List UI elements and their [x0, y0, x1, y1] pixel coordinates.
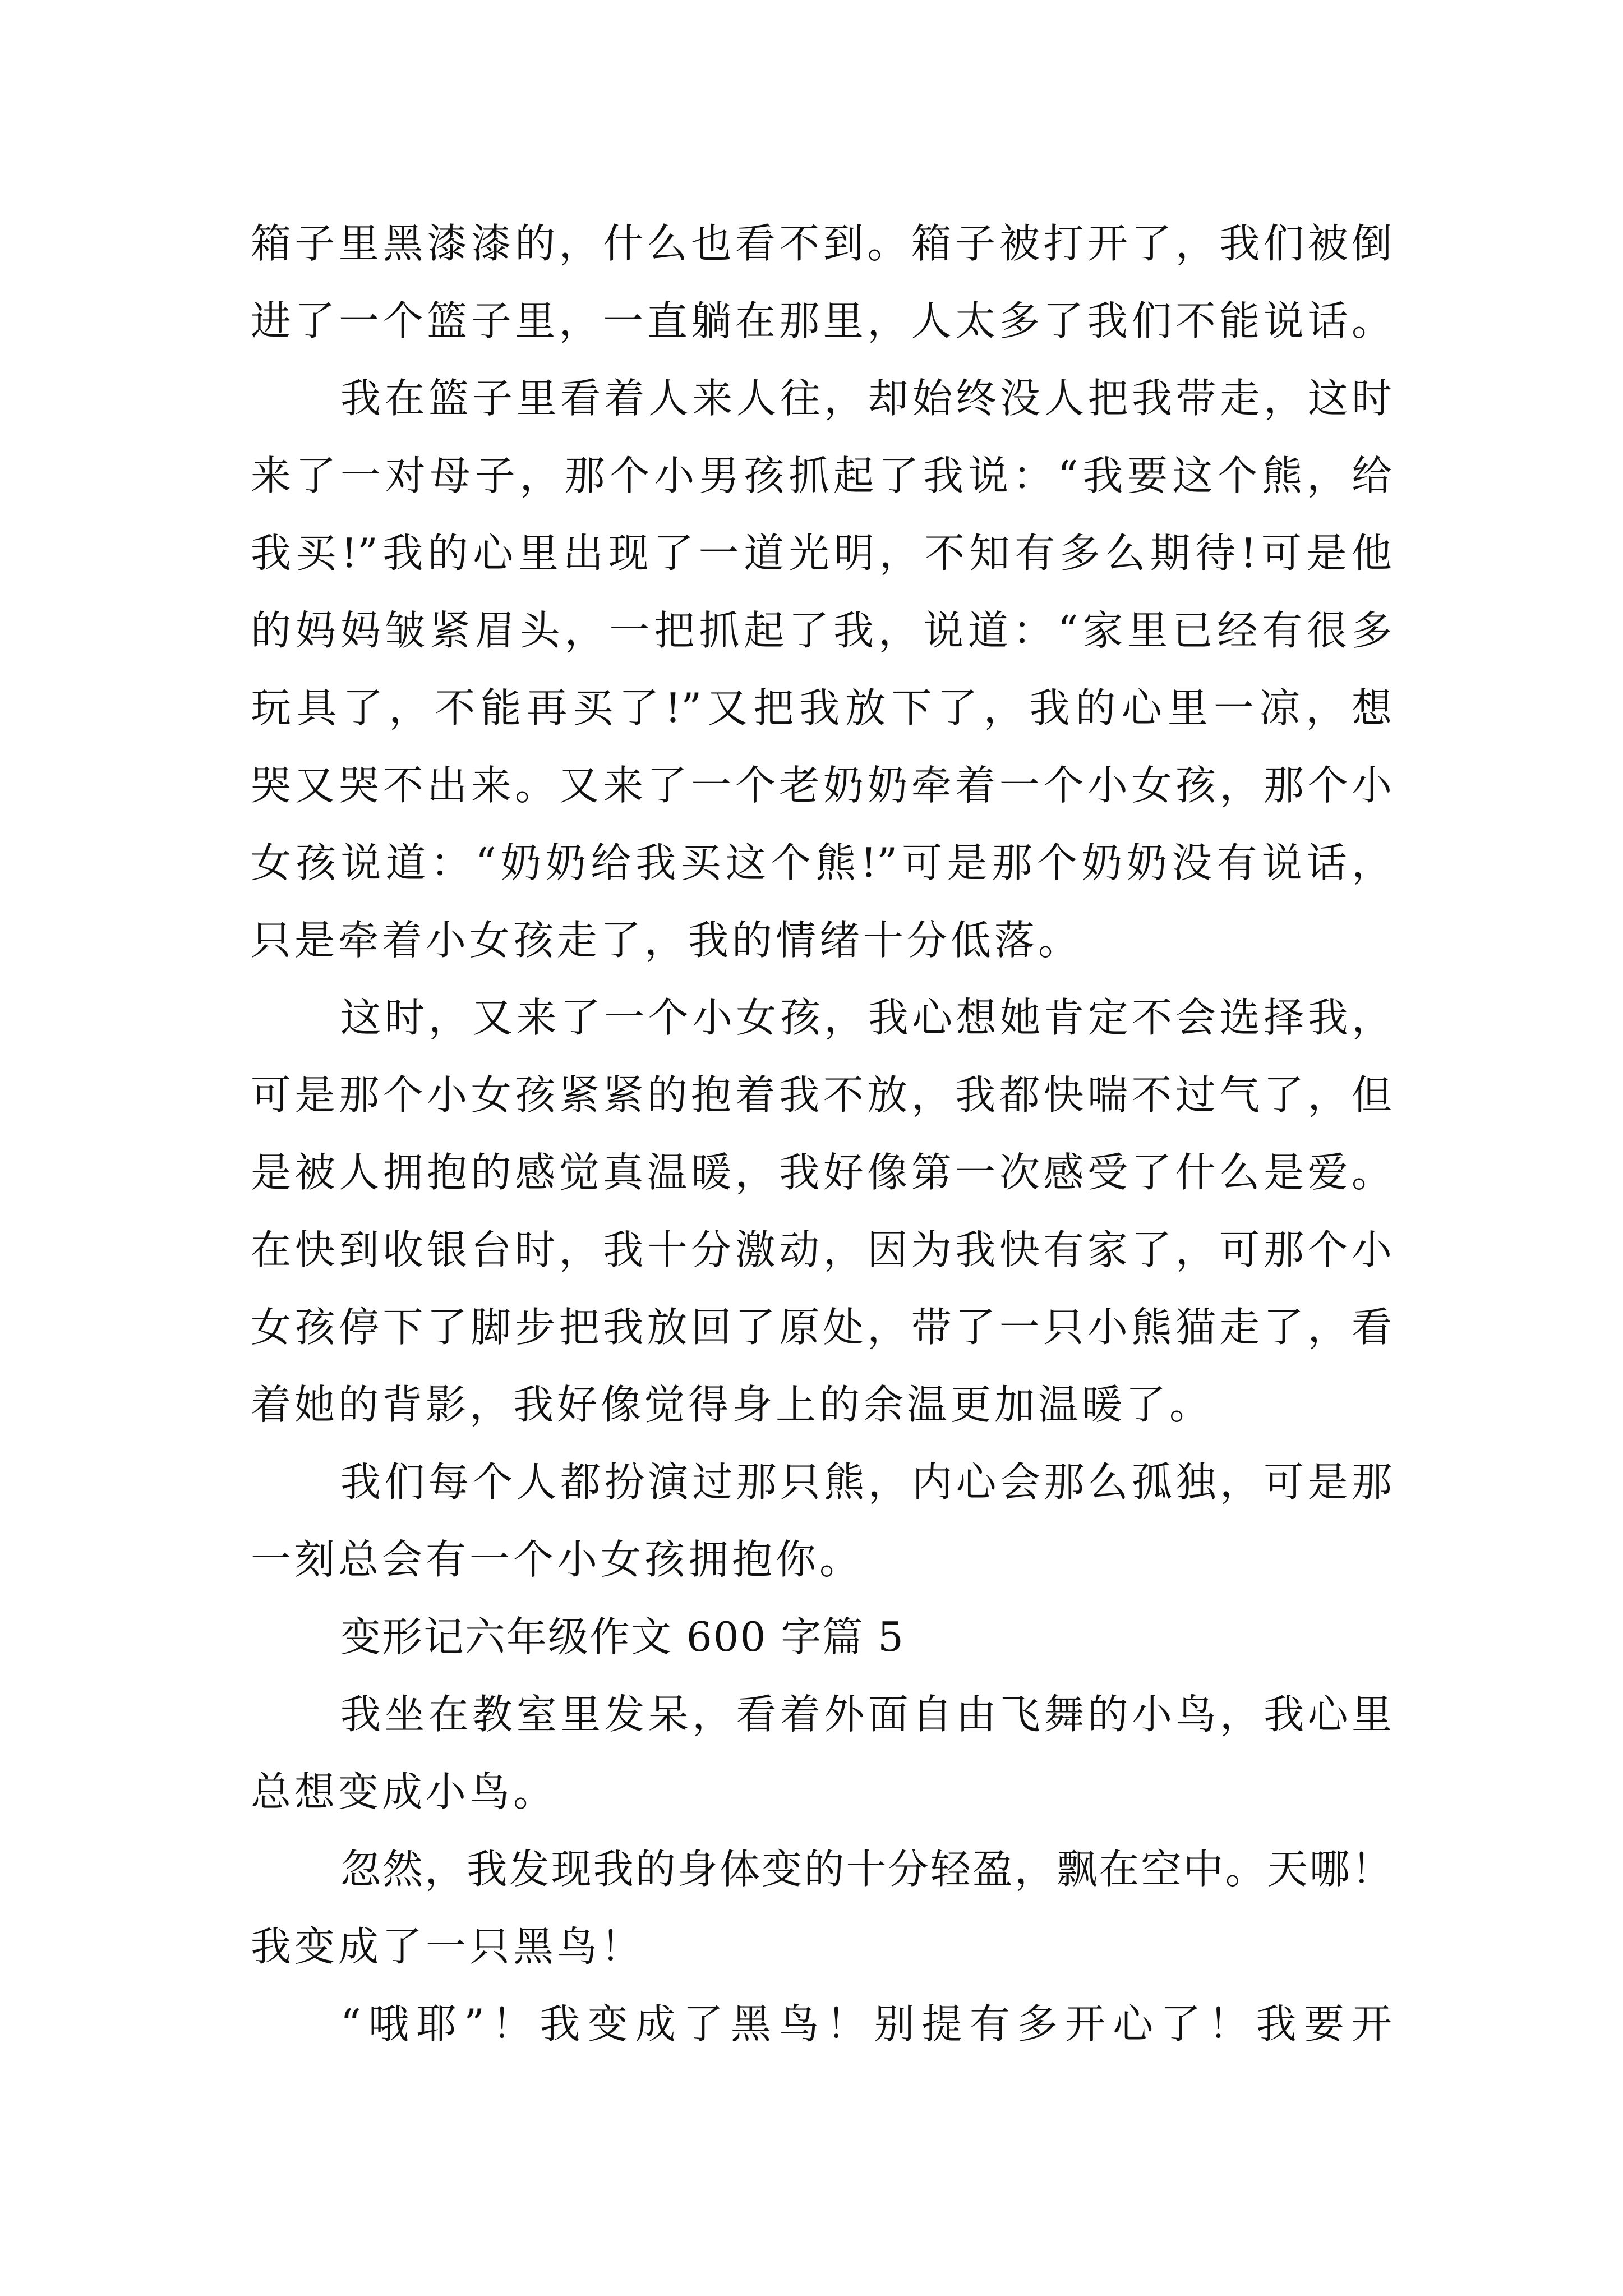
text-line: “哦耶”！我变成了黑鸟！别提有多开心了！我要开	[340, 2000, 1392, 2047]
paragraph	[251, 979, 1392, 1443]
text-line: 我们每个人都扮演过那只熊，内心会那么孤独，可是那	[340, 1458, 1392, 1506]
paragraph	[251, 1676, 1392, 1830]
text-line: 忽然，我发现我的身体变的十分轻盈，飘在空中。天哪！	[340, 1846, 1392, 1893]
section-heading-text: 变形记六年级作文 600 字篇 5	[340, 1613, 905, 1660]
text-line: 我在篮子里看着人来人往，却始终没人把我带走，这时	[340, 375, 1392, 422]
text-line: 的妈妈皱紧眉头，一把抓起了我，说道：“家里已经有很多	[251, 607, 1392, 654]
text-line: 是被人拥抱的感觉真温暖，我好像第一次感受了什么是爱。	[251, 1149, 1392, 1196]
text-line: 箱子里黑漆漆的，什么也看不到。箱子被打开了，我们被倒	[251, 220, 1392, 267]
article-body	[251, 205, 1392, 2063]
text-line: 我变成了一只黑鸟！	[251, 1923, 645, 1970]
text-line: 我买!”我的心里出现了一道光明，不知有多么期待!可是他	[251, 530, 1392, 577]
text-line: 哭又哭不出来。又来了一个老奶奶牵着一个小女孩，那个小	[251, 762, 1392, 809]
paragraph	[251, 1830, 1392, 1985]
text-line: 这时，又来了一个小女孩，我心想她肯定不会选择我，	[340, 994, 1392, 1041]
text-line: 总想变成小鸟。	[251, 1768, 557, 1815]
text-line: 在快到收银台时，我十分激动，因为我快有家了，可那个小	[251, 1226, 1392, 1273]
text-line: 只是牵着小女孩走了，我的情绪十分低落。	[251, 917, 1082, 964]
text-line: 玩具了，不能再买了!”又把我放下了，我的心里一凉，想	[251, 684, 1392, 731]
text-line: 进了一个篮子里，一直躺在那里，人太多了我们不能说话。	[251, 297, 1392, 344]
text-line: 一刻总会有一个小女孩拥抱你。	[251, 1536, 864, 1583]
text-line: 可是那个小女孩紧紧的抱着我不放，我都快喘不过气了，但	[251, 1071, 1392, 1119]
section-heading	[251, 1598, 1392, 1676]
paragraph	[251, 205, 1392, 360]
text-line: 女孩停下了脚步把我放回了原处，带了一只小熊猫走了，看	[251, 1304, 1392, 1351]
text-line: 着她的背影，我好像觉得身上的余温更加温暖了。	[251, 1381, 1214, 1428]
paragraph	[251, 1443, 1392, 1598]
paragraph	[251, 360, 1392, 979]
text-line: 女孩说道：“奶奶给我买这个熊!”可是那个奶奶没有说话，	[251, 839, 1392, 886]
paragraph	[251, 1985, 1392, 2063]
text-line: 来了一对母子，那个小男孩抓起了我说：“我要这个熊，给	[251, 452, 1392, 499]
text-line: 我坐在教室里发呆，看着外面自由飞舞的小鸟，我心里	[340, 1691, 1392, 1738]
